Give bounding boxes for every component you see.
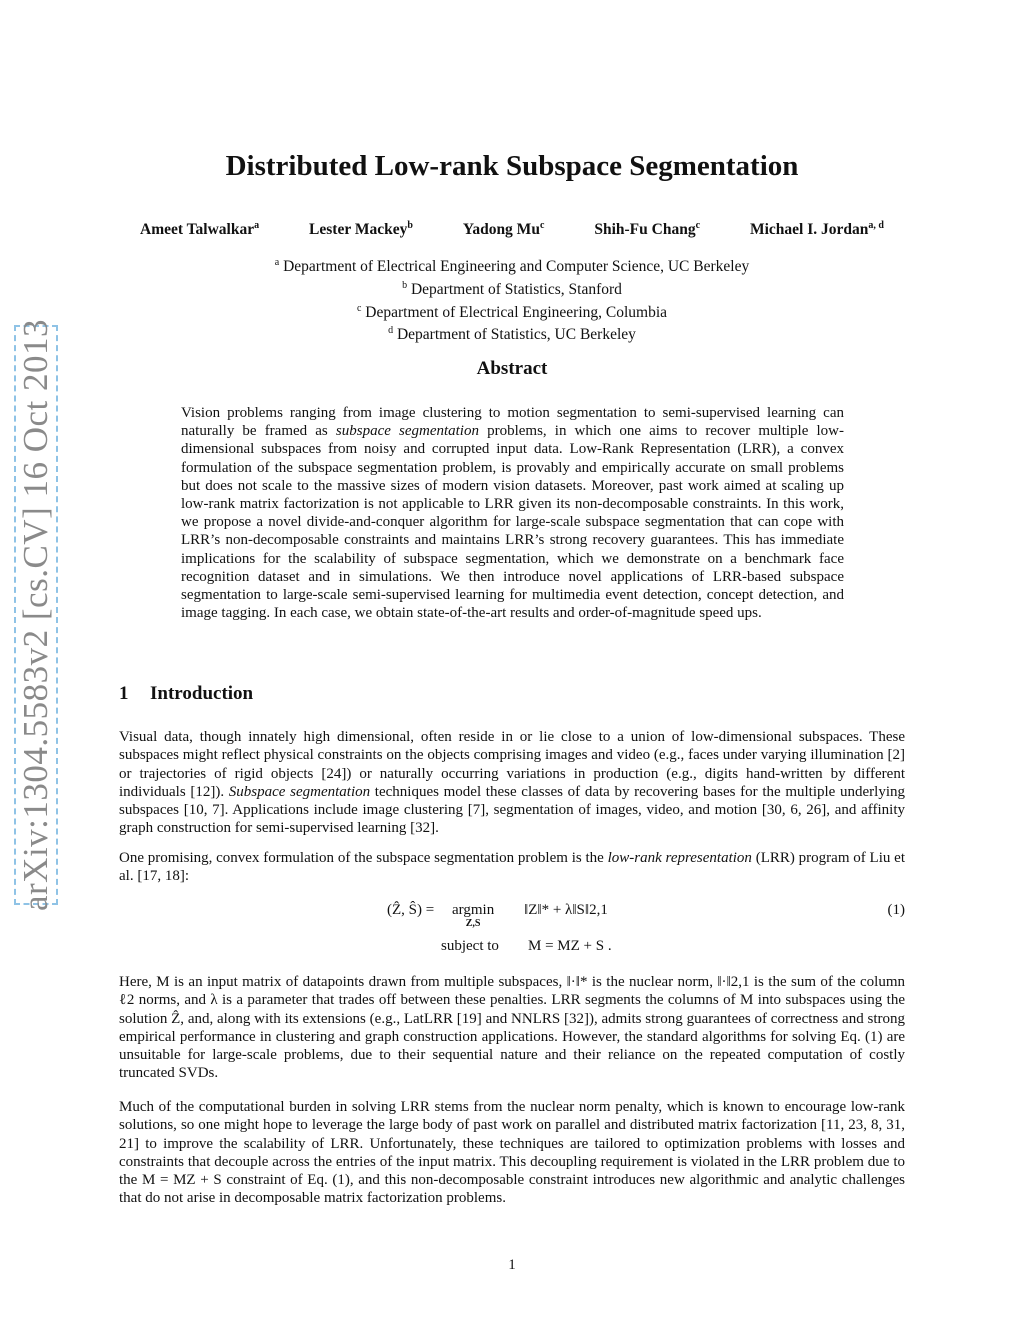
arxiv-id: arXiv:1304.5583v2 [cs.CV] 16 Oct 2013 bbox=[16, 318, 55, 912]
author: Ameet Talwalkar$^a$ bbox=[140, 220, 260, 239]
affiliation: $^b$ Department of Statistics, Stanford bbox=[402, 279, 622, 298]
section-heading: 1 Introduction bbox=[119, 683, 254, 704]
equation-argmin: argmin Z,S bbox=[452, 902, 495, 929]
equation-rhs: ‖Z‖* + λ‖S‖2,1 bbox=[524, 902, 608, 918]
affiliation: $^a$ Department of Electrical Engineering and Computer Science, UC Berkeley bbox=[274, 257, 750, 276]
author: Shih-Fu Chang$^c$ bbox=[594, 220, 701, 239]
equation-number: (1) bbox=[887, 902, 905, 918]
intro-paragraph-4: Much of the computational burden in solving LRR stems from the nuclear norm penalty, which is known to encourage low-rank solutions, so one might hope to leverage the large body of past work on parallel and distributed matrix factorization [11, 23, 8, 31, 21] to improve the scalability of LRR. Unfortunately, these techniques are tailored to optimization problems with losses and constraints that decouple across the entries of the input matrix. This decoupling requirement is violated in the LRR problem due to the M = MZ + S constraint of Eq. (1), and this non-decomposable constraint introduces new algorithmic and analytic challenges that do not arise in decomposable matrix factorization problems. bbox=[119, 1099, 905, 1207]
affiliation-list bbox=[0, 254, 1024, 345]
intro-paragraph-1: Visual data, though innately high dimensional, often reside in or lie close to a union of low-dimensional subspaces. These subspaces might reflect physical constraints on the objects comprising images and video (e.g., faces under varying illumination [2] or trajectories of rigid objects [24]) or naturally occurring variations in production (e.g., digits hand-written by different individuals [12]). Subspace segmentation techniques model these classes of data by recovering bases for the multiple underlying subspaces [10, 7]. Applications include image clustering [7], segmentation of images, video, and motion [30, 6, 26], and affinity graph construction for semi-supervised learning [32]. bbox=[119, 729, 906, 837]
equation-1 bbox=[119, 900, 905, 960]
author: Michael I. Jordan$^{a, d}$ bbox=[749, 220, 884, 239]
author-list bbox=[140, 220, 884, 239]
author: Yadong Mu$^c$ bbox=[462, 220, 545, 239]
page-number: 1 bbox=[508, 1257, 516, 1273]
affiliation: $^c$ Department of Electrical Engineering, Columbia bbox=[356, 302, 668, 321]
intro-paragraph-2: One promising, convex formulation of the subspace segmentation problem is the low-rank representation (LRR) program of Liu et al. [17, 18]: bbox=[119, 850, 905, 885]
affiliation: $^d$ Department of Statistics, UC Berkeley bbox=[388, 325, 636, 344]
equation-lhs: (Ẑ, Ŝ) = bbox=[387, 902, 435, 918]
equation-subject-to: subject to bbox=[441, 938, 499, 954]
arxiv-stamp bbox=[14, 318, 58, 912]
author: Lester Mackey$^b$ bbox=[309, 220, 413, 239]
equation-constraint: M = MZ + S . bbox=[528, 938, 612, 954]
abstract-heading: Abstract bbox=[476, 358, 548, 379]
abstract-body: Vision problems ranging from image clustering to motion segmentation to semi-supervised learning can naturally be framed as subspace segmentation problems, in which one aims to recover multiple low-dimensional subspaces from noisy and corrupted input data. Low-Rank Representation (LRR), a convex formulation of the subspace segmentation problem, is provably and empirically accurate on small problems but does not scale to the massive sizes of modern vision datasets. Moreover, past work aimed at scaling up low-rank matrix factorization is not applicable to LRR given its non-decomposable constraints. In this work, we propose a novel divide-and-conquer algorithm for large-scale subspace segmentation that can cope with LRR’s non-decomposable constraints and maintains LRR’s strong recovery guarantees. This has immediate implications for the scalability of subspace segmentation, which we demonstrate on a benchmark face recognition dataset and in simulations. We then introduce novel applications of LRR-based subspace segmentation to large-scale semi-supervised learning for multimedia event detection, concept detection, and image tagging. In each case, we obtain state-of-the-art results and order-of-magnitude speed ups. bbox=[181, 405, 844, 622]
paper-title: Distributed Low-rank Subspace Segmentation bbox=[225, 150, 799, 182]
intro-paragraph-3: Here, M is an input matrix of datapoints drawn from multiple subspaces, ‖·‖* is the nuclear norm, ‖·‖2,1 is the sum of the column ℓ2 norms, and λ is a parameter that trades off between these penalties. LRR segments the columns of M into subspaces using the solution Ẑ, and, along with its extensions (e.g., LatLRR [19] and NNLRS [32]), admits strong guarantees of correctness and strong empirical performance in clustering and graph construction applications. However, the standard algorithms for solving Eq. (1) are unsuitable for large-scale problems, due to their sequential nature and their reliance on the repeated computation of costly truncated SVDs. bbox=[119, 974, 905, 1082]
